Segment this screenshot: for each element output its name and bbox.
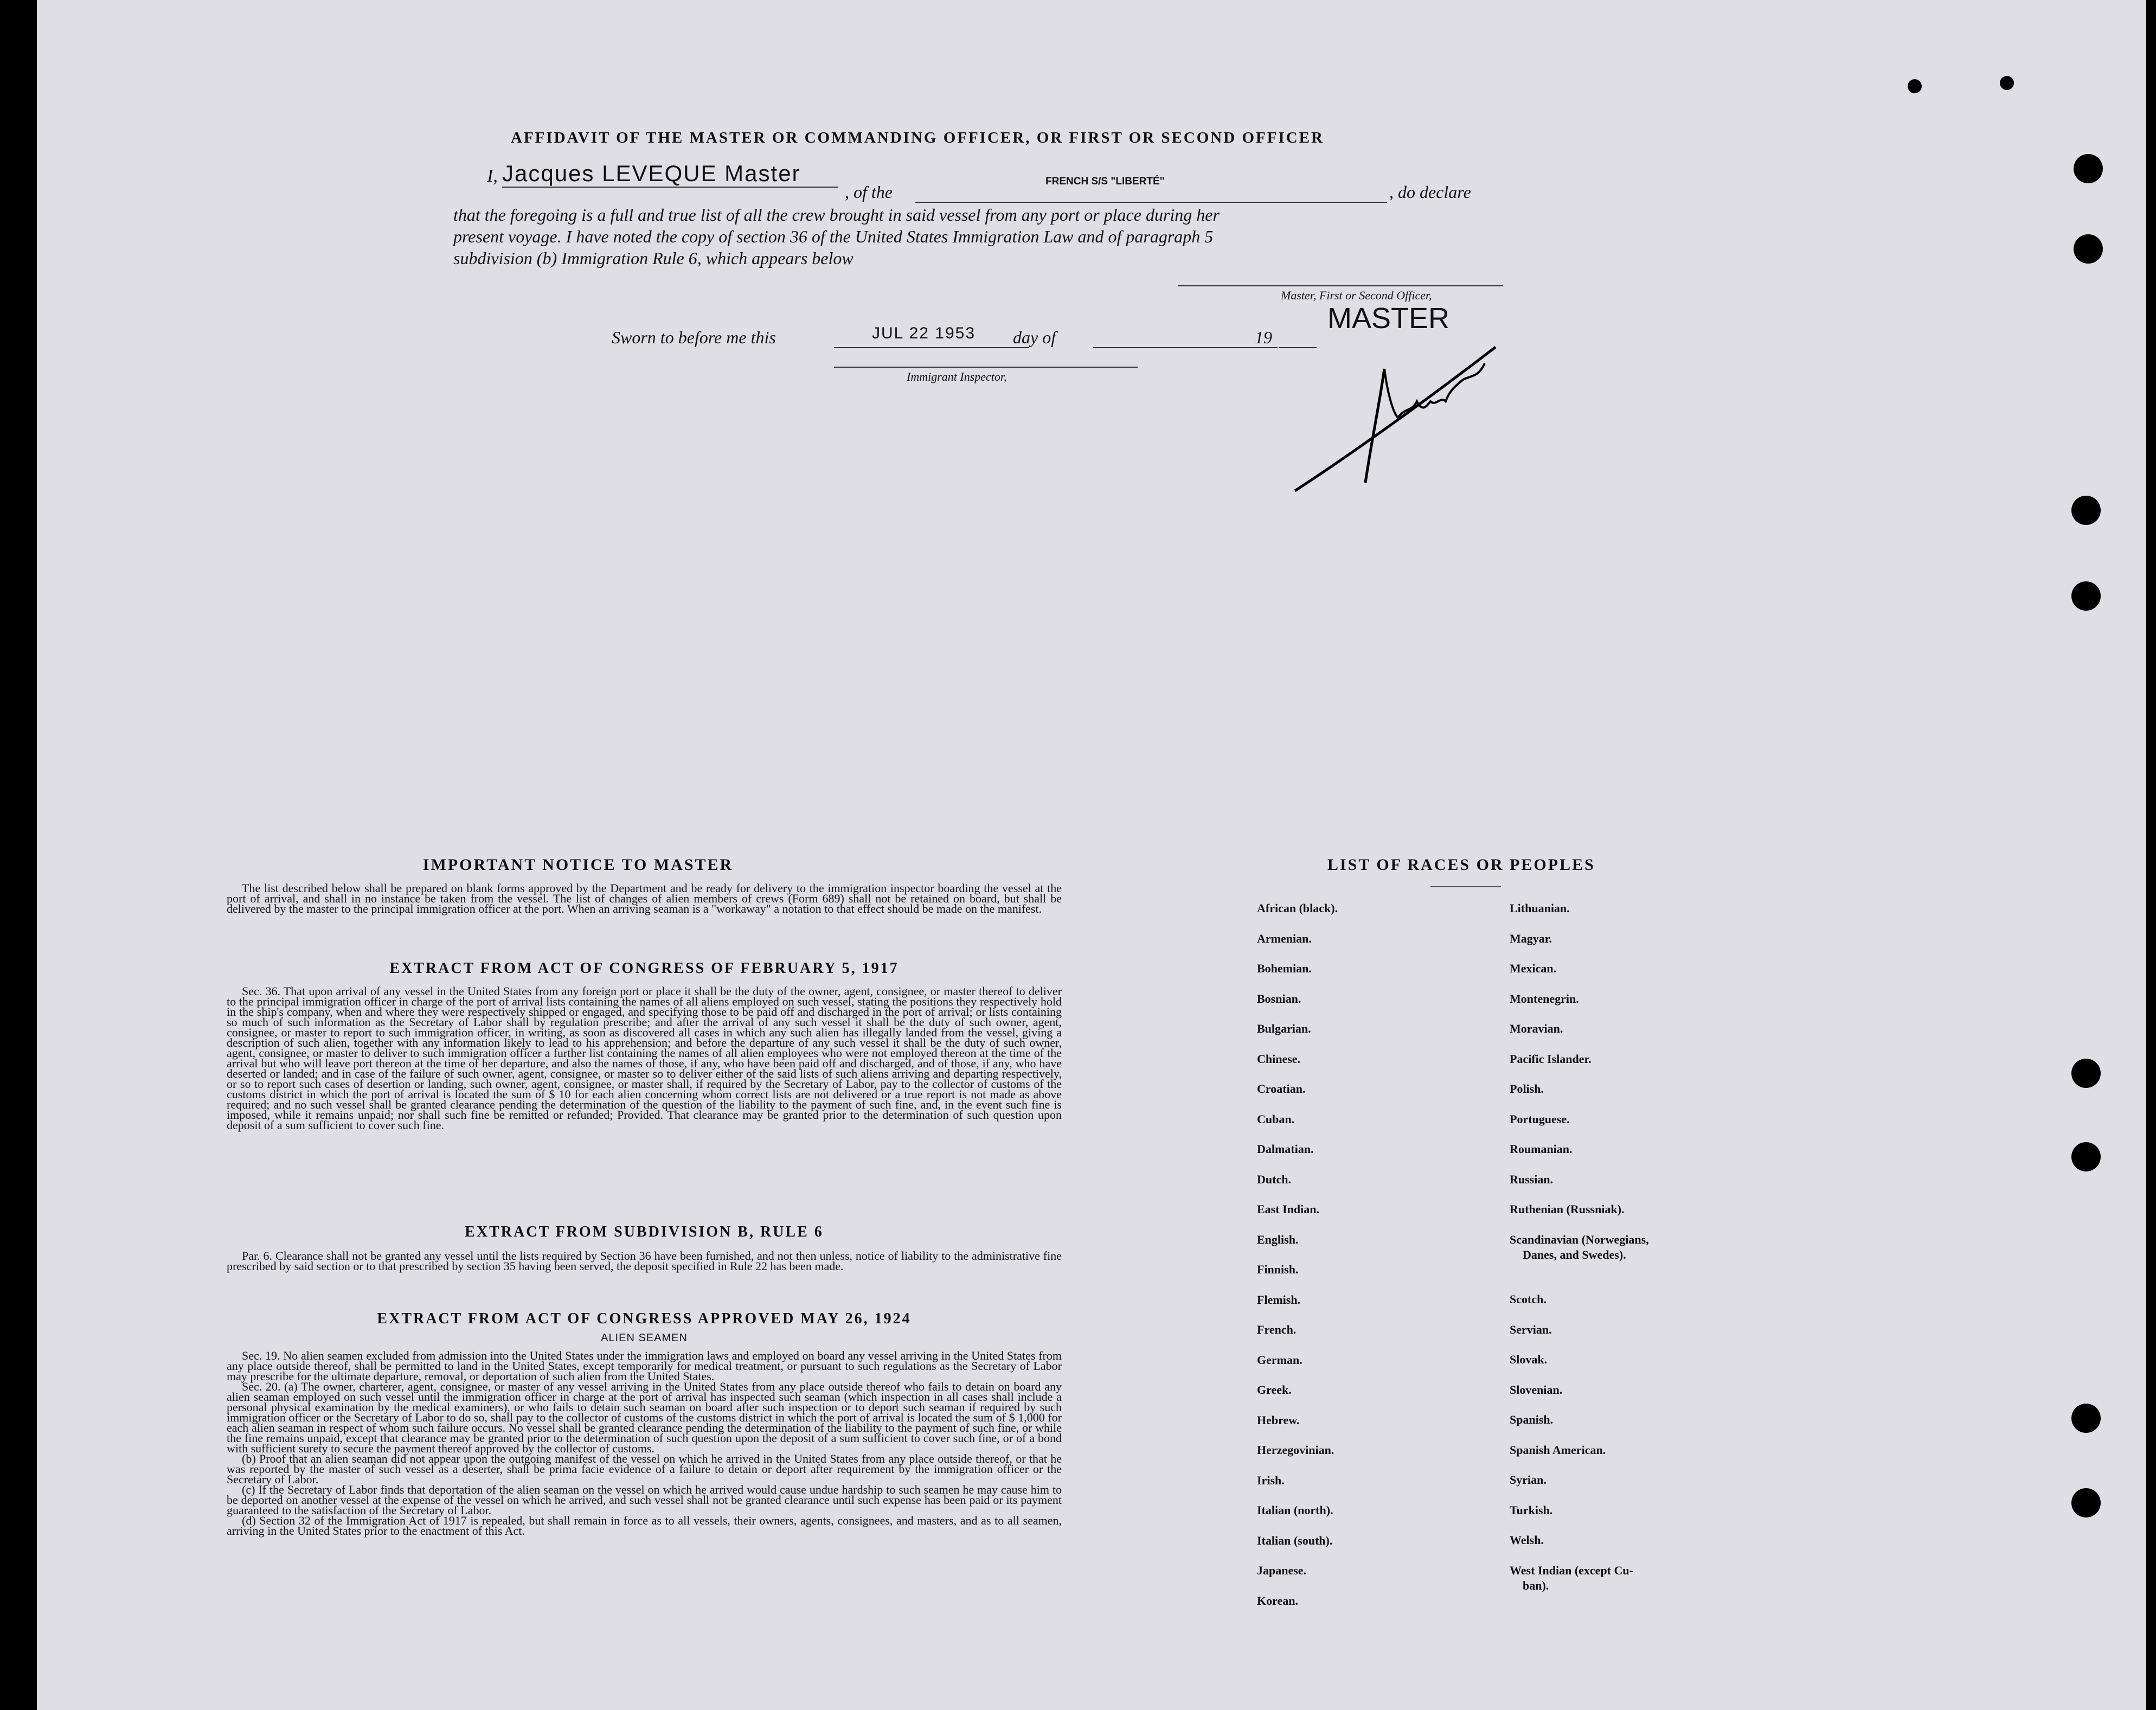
race-right-item: Portuguese. [1510, 1112, 1570, 1126]
race-right-item: Moravian. [1510, 1022, 1563, 1035]
inspector-signature-line [834, 367, 1138, 368]
race-right-item: Lithuanian. [1510, 901, 1570, 915]
race-left-item: Bohemian. [1257, 962, 1312, 975]
race-right-item: Servian. [1510, 1322, 1552, 1336]
race-right-item: Polish. [1510, 1082, 1544, 1096]
race-left-item: Bosnian. [1257, 991, 1301, 1005]
race-right-item: Mexican. [1510, 962, 1557, 975]
notice-body [227, 883, 1062, 914]
extract-rule6-title: EXTRACT FROM SUBDIVISION B, RULE 6 [465, 1224, 824, 1240]
race-right-item: West Indian (except Cu- [1510, 1563, 1633, 1577]
extract-rule6-par6: Par. 6. Clearance shall not be granted any vessel until the lists required by Section 36 have been furnished, and not then unless, notice of liability to the administrative fine prescribed by said section or to that prescribed by section 35 having been served, the deposit specified in Rule 22 has been made. [227, 1249, 1062, 1273]
race-left-item: African (black). [1257, 901, 1338, 915]
extract-1924-title: EXTRACT FROM ACT OF CONGRESS APPROVED MAY 26, 1924 [377, 1310, 912, 1327]
officer-caption: Master, First or Second Officer, [1281, 289, 1432, 302]
race-left-item: Herzegovinian. [1257, 1443, 1334, 1457]
race-right-item: Syrian. [1510, 1473, 1547, 1487]
inspector-caption: Immigrant Inspector, [907, 370, 1007, 383]
race-right-item: Turkish. [1510, 1503, 1553, 1517]
race-left-item: Armenian. [1257, 931, 1312, 945]
declaration-line-2: that the foregoing is a full and true list of all the crew brought in said vessel from any port or place during her [453, 205, 1220, 225]
race-left-item: Irish. [1257, 1473, 1285, 1487]
officer-signature-line [1178, 285, 1503, 286]
sworn-text: Sworn to before me this [612, 328, 776, 347]
punch-hole [2071, 1142, 2101, 1171]
race-left-item: Chinese. [1257, 1052, 1301, 1066]
race-left-item: Italian (north). [1257, 1503, 1333, 1517]
race-left-item: Finnish. [1257, 1263, 1299, 1276]
race-left-item: English. [1257, 1232, 1299, 1246]
race-right-item: ban). [1523, 1578, 1549, 1592]
ink-spot [1908, 79, 1922, 93]
master-signature [1284, 325, 1566, 499]
race-right-item: Russian. [1510, 1172, 1554, 1186]
race-left-item: Dutch. [1257, 1172, 1291, 1186]
race-right-item: Roumanian. [1510, 1142, 1573, 1156]
declaration-line-4: subdivision (b) Immigration Rule 6, which appears below [453, 248, 854, 268]
race-left-item: Hebrew. [1257, 1413, 1300, 1427]
race-right-item: Magyar. [1510, 931, 1552, 945]
vessel-underline [915, 202, 1387, 203]
extract-1917-title: EXTRACT FROM ACT OF CONGRESS OF FEBRUARY 5, 1917 [389, 960, 899, 977]
race-left-item: East Indian. [1257, 1202, 1319, 1216]
race-left-item: Flemish. [1257, 1292, 1301, 1306]
race-left-item: Dalmatian. [1257, 1142, 1314, 1156]
affidavit-title: AFFIDAVIT OF THE MASTER OR COMMANDING OFFICER, OR FIRST OR SECOND OFFICER [511, 129, 1324, 146]
race-left-item: Greek. [1257, 1383, 1292, 1397]
affidavit-i: I, [487, 166, 498, 186]
extract-1924-sec19: Sec. 19. No alien seamen excluded from admission into the United States under the immigration laws and employed on board any vessel arriving in the United States from any place outside thereof, shall be permitted to land in the United States, except temporarily for medical treatment, or pursuant to such regulations as the Secretary of Labor may prescribe for the ultimate departure, removal, or deportation of such alien from the United States. [227, 1349, 1062, 1383]
race-left-item: Croatian. [1257, 1082, 1306, 1096]
master-stamp: MASTER [1327, 302, 1450, 335]
race-left-item: German. [1257, 1353, 1302, 1367]
race-right-item: Ruthenian (Russniak). [1510, 1202, 1625, 1216]
year-underline [1279, 347, 1317, 348]
sworn-date: JUL 22 1953 [872, 324, 976, 342]
race-left-item: Italian (south). [1257, 1533, 1333, 1547]
race-left-item: Cuban. [1257, 1112, 1295, 1126]
punch-hole [2071, 1404, 2101, 1433]
race-right-item: Scandinavian (Norwegians, [1510, 1232, 1649, 1246]
races-title-rule [1430, 886, 1501, 887]
extract-1924-body [227, 1350, 1062, 1536]
race-left-item: French. [1257, 1323, 1297, 1336]
year-prefix: 19 [1255, 328, 1272, 347]
race-right-item: Slovak. [1510, 1353, 1548, 1366]
punch-hole [2071, 496, 2101, 525]
do-declare: , do declare [1389, 182, 1471, 202]
extract-1924-sec20b: (b) Proof that an alien seaman did not appear upon the outgoing manifest of the vessel on which he arrived in the United States from any place outside thereof, or that he was reported by the master of such vessel as a deserter, shall be prima facie evidence of a failure to detain or deport after requirement by the immigration officer or the Secretary of Labor. [227, 1452, 1062, 1486]
race-right-item: Scotch. [1510, 1292, 1547, 1306]
extract-1917-body [227, 986, 1062, 1130]
day-of-label: day of [1013, 328, 1056, 347]
punch-hole [2071, 1488, 2101, 1517]
race-right-item: Welsh. [1510, 1533, 1544, 1547]
declaration-line-3: present voyage. I have noted the copy of section 36 of the United States Immigration Law and of paragraph 5 [453, 227, 1214, 246]
punch-hole [2074, 154, 2103, 183]
punch-hole [2074, 234, 2103, 264]
extract-1924-subtitle: ALIEN SEAMEN [601, 1332, 688, 1344]
punch-hole [2071, 1059, 2101, 1088]
race-left-item: Korean. [1257, 1593, 1298, 1607]
ink-spot [2000, 76, 2014, 90]
notice-title: IMPORTANT NOTICE TO MASTER [422, 856, 734, 874]
punch-hole [2071, 581, 2101, 611]
extract-rule6-body [227, 1251, 1062, 1271]
race-left-item: Bulgarian. [1257, 1022, 1311, 1035]
extract-1924-sec20c: (c) If the Secretary of Labor finds that deportation of the alien seaman on the vessel on which he arrived would cause undue hardship to such seamen he may cause him to be deported on another vessel at the expense of the vessel on which he arrived, and such vessel shall not be granted clearance until such expense has been paid or its payment guaranteed to the satisfaction of the Secretary of Labor. [227, 1483, 1062, 1517]
month-underline [1093, 347, 1278, 348]
of-the-label: , of the [845, 182, 893, 202]
extract-1924-sec20a: Sec. 20. (a) The owner, charterer, agent, consignee, or master of any vessel arriving in the United States from any place outside thereof who fails to detain on board any alien seaman employed on such vessel until the immigration officer in charge at the port of arrival has inspected such seaman (which inspection in all cases shall include a personal physical examination by the medical examiners), or who fails to detain such seaman on board after such inspection or to deport such seaman if required by such immigration officer or the Secretary of Labor to do so, shall pay to the collector of customs of the customs district in which the port of arrival is located the sum of $ 1,000 for each alien seaman in respect of whom such failure occurs. No vessel shall be granted clearance pending the determination of the liability to the payment of such fine, or while the fine remains unpaid, except that clearance may be granted prior to the determination of such question upon the deposit of a sum sufficient to cover such fine, or of a bond with sufficient surety to secure the payment thereof approved by the collector of customs. [227, 1380, 1062, 1455]
extract-1924-sec20d: (d) Section 32 of the Immigration Act of 1917 is repealed, but shall remain in force as to all vessels, their owners, agents, consignees, and masters, and as to all seamen, arriving in the United States prior to the enactment of this Act. [227, 1514, 1062, 1538]
extract-1917-sec36: Sec. 36. That upon arrival of any vessel in the United States from any foreign port or place it shall be the duty of the owner, agent, consignee, or master thereof to deliver to the principal immigration officer in charge of the port of arrival lists containing the names of all aliens employed on such vessel, stating the positions they respectively hold in the ship's company, when and where they were respectively shipped or engaged, and specifying those to be paid off and discharged in the port of arrival; or lists containing so much of such information as the Secretary of Labor shall by regulation prescribe; and after the arrival of any such vessel it shall be the duty of such owner, agent, consignee, or master to report to such immigration officer, in writing, as soon as discovered all cases in which any such alien has illegally landed from the vessel, giving a description of such alien, together with any information likely to lead to his apprehension; and before the departure of any such vessel it shall be the duty of such owner, agent, consignee, or master to deliver to such immigration officer a further list containing the names of all alien employees who were not employed thereon at the time of the arrival but who will leave port thereon at the time of her departure, and also the names of those, if any, who have been paid off and discharged, and of those, if any, who have deserted or landed; and in case of the failure of such owner, agent, consignee, or master so to deliver either of the said lists of such aliens arriving and departing respectively, or so to report such cases of desertion or landing, such owner, agent, consignee, or master shall, if required by the Secretary of Labor, pay to the collector of customs of the customs district in which the port of arrival is located the sum of $ 10 for each alien concerning whom correct lists are not delivered or a true report is not made as above required; and no such vessel shall be granted clearance pending the determination of the question of the liability to the payment of such fine, and, in the event such fine is imposed, while it remains unpaid; nor shall such fine be remitted or refunded; Provided. That clearance may be granted prior to the determination of such question upon deposit of a sum sufficient to cover such fine. [227, 984, 1062, 1132]
race-right-item: Spanish. [1510, 1413, 1554, 1426]
master-name: Jacques LEVEQUE Master [502, 161, 801, 186]
race-right-item: Pacific Islander. [1510, 1052, 1592, 1066]
document-page [37, 0, 2146, 1710]
race-right-item: Montenegrin. [1510, 991, 1579, 1005]
race-right-item: Spanish American. [1510, 1443, 1606, 1457]
date-underline [834, 347, 1029, 348]
name-underline [502, 187, 838, 188]
races-title: LIST OF RACES OR PEOPLES [1327, 856, 1595, 874]
vessel-name: FRENCH S/S "LIBERTÉ" [1045, 176, 1165, 187]
race-left-item: Japanese. [1257, 1564, 1307, 1577]
race-right-item: Slovenian. [1510, 1382, 1563, 1397]
race-right-item: Danes, and Swedes). [1523, 1247, 1626, 1261]
notice-paragraph: The list described below shall be prepared on blank forms approved by the Department and be ready for delivery to the immigration inspector boarding the vessel at the port of arrival, and shall in no instance be taken from the vessel. The list of changes of alien members of crews (Form 689) shall not be retained on board, but shall be delivered by the master to the principal immigration officer at the port. When an arriving seaman is a "workaway" a notation to that effect should be made on the manifest. [227, 881, 1062, 915]
